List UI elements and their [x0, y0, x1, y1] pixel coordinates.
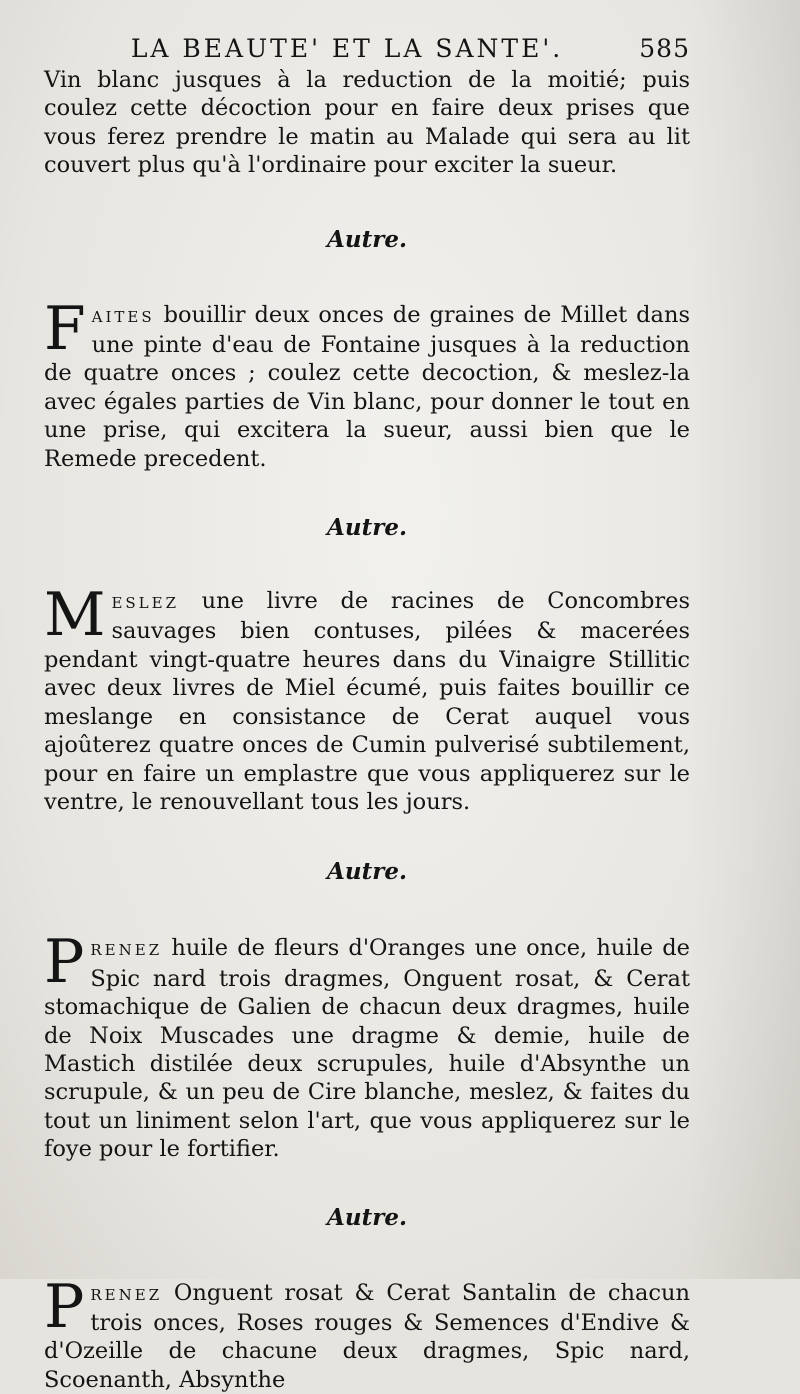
recipe-text: une livre de racines de Concombres sauvages bien contuses, pilées & macerées pendant vingt-quatre heures dans du Vinaigre Stillitic avec deux livres de Miel écumé, puis faites bouillir ce meslange en consistance de Cerat auquel vous ajoûterez quatre onces de Cumin pulverisé subtilement, pour en faire un emplastre que vous appliquerez sur le ventre, le renouvellant tous les jours.	[44, 588, 690, 815]
running-title: LA BEAUTE' ET LA SANTE'.	[130, 34, 564, 63]
running-head	[44, 34, 690, 64]
lead-word: ESLEZ	[111, 594, 179, 613]
lead-word: AITES	[91, 307, 155, 326]
lead-word: RENEZ	[90, 1285, 163, 1304]
drop-cap: P	[44, 927, 85, 998]
recipe-heading: Autre.	[327, 514, 407, 542]
recipe-heading: Autre.	[327, 225, 407, 253]
recipe-paragraph	[44, 1271, 690, 1394]
continuation-paragraph: Vin blanc jusques à la reduction de la moitié; puis coulez cette décoction pour en faire deux prises que vous ferez prendre le matin au Malade qui sera au lit couvert plus qu'à l'ordinaire pour exciter la sueur.	[44, 67, 690, 179]
drop-cap: M	[44, 580, 106, 651]
recipe-paragraph	[44, 580, 690, 816]
recipe-paragraph	[44, 293, 690, 473]
recipe-heading: Autre.	[327, 1203, 407, 1231]
page-number: 585	[639, 34, 690, 63]
drop-cap: F	[44, 293, 86, 364]
lead-word: RENEZ	[90, 941, 163, 960]
recipe-text: huile de fleurs d'Oranges une once, huile de Spic nard trois dragmes, Onguent rosat, & Cerat stomachique de Galien de chacun deux dragmes, huile de Noix Muscades une dragme & demie, huile de Mastich distilée deux scrupules, huile d'Absynthe un scrupule, & un peu de Cire blanche, meslez, & faites du tout un liniment selon l'art, que vous appliquerez sur le foye pour le fortifier.	[44, 935, 690, 1163]
drop-cap: P	[44, 1271, 85, 1342]
recipe-heading: Autre.	[327, 858, 407, 886]
recipe-paragraph	[44, 927, 690, 1163]
recipe-text: Onguent rosat & Cerat Santalin de chacun trois onces, Roses rouges & Semences d'Endive & d'Ozeille de chacune deux dragmes, Spic nard, Scoenanth, Absynthe	[44, 1279, 690, 1393]
recipe-text: bouillir deux onces de graines de Millet dans une pinte d'eau de Fontaine jusques à la reduction de quatre onces ; coulez cette decoction, & meslez-la avec égales parties de Vin blanc, pour donner le tout en une prise, qui excitera la sueur, aussi bien que le Remede precedent.	[44, 301, 690, 472]
